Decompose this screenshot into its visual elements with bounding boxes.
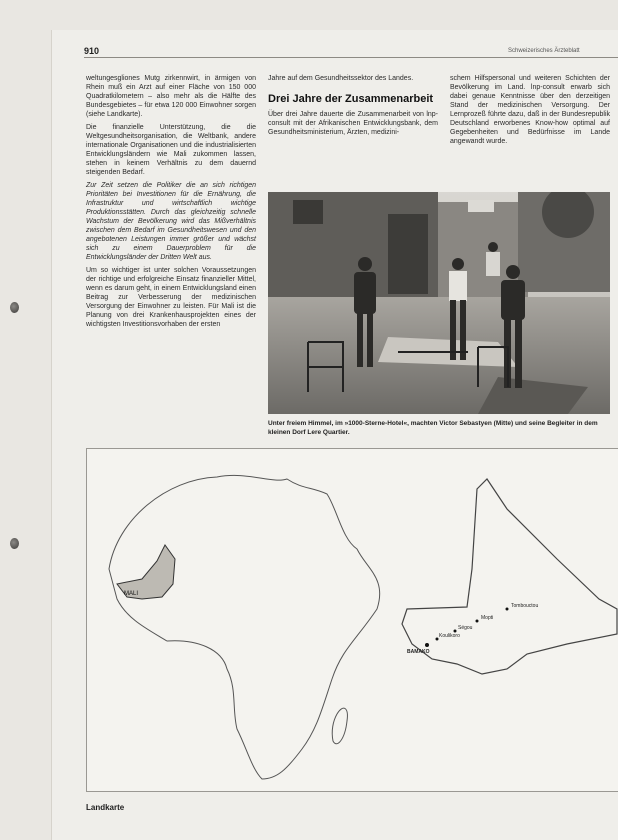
mali-large-outline xyxy=(402,479,617,674)
paragraph: Jahre auf dem Gesundheitssektor des Landes. xyxy=(268,75,414,82)
village-photo xyxy=(268,192,610,414)
city-label: Tombouctou xyxy=(511,603,539,609)
photo-caption: Unter freiem Himmel, im »1000-Sterne-Hotel«, machten Victor Sebastyen (Mitte) und seine Begleiter in dem kleinen Dorf Lere Quartier. xyxy=(268,420,598,436)
binder-hole xyxy=(10,302,19,313)
header-rule xyxy=(84,57,618,58)
city-label: Koulikoro xyxy=(439,633,460,639)
paragraph: Über drei Jahre dauerte die Zusammenarbeit von lnp-consult mit der Afrikanischen Entwicklungsbank, dem Gesundheitsministerium, Ärzten, medizini- xyxy=(268,111,438,136)
africa-outline xyxy=(109,475,380,779)
mali-small-label: MALI xyxy=(124,591,139,597)
text-column-1 xyxy=(86,74,256,333)
city-label: Mopti xyxy=(481,615,494,621)
photo-image xyxy=(268,192,610,414)
africa-mali-map xyxy=(87,449,618,793)
city-label: BAMAKO xyxy=(407,649,430,655)
madagascar-outline xyxy=(332,708,347,744)
running-header: Schweizerisches Ärzteblatt xyxy=(508,48,580,54)
map-caption: Landkarte xyxy=(86,803,125,812)
paragraph: schem Hilfspersonal und weiteren Schichten der Bevölkerung im Land. lnp-consult erwarb sich dabei genaue Kenntnisse über den derzeitigen Stand der medizinischen Versorgung. Der Lernprozeß führte dazu, daß in der Bundesrepublik Deutschland erworbenes Know-how optimal auf Gegebenheiten und Bedürfnisse im Lande angewandt wurde. xyxy=(450,75,610,145)
binder-hole xyxy=(10,538,19,549)
section-heading: Drei Jahre der Zusammenarbeit xyxy=(268,93,434,105)
paragraph: weltungesgliones Mutg zirkennwirt, in ärmigen von Rhein muß ein Arzt auf einer Fläche von 150 000 Quadratkilometern – also mehr als die Hälfte des Bundesgebietes – für etwa 120 000 Einwohner sorgen (siehe Landkarte). xyxy=(86,75,256,118)
text-column-3 xyxy=(450,74,610,150)
map-figure xyxy=(86,448,618,792)
city-marker-bamako xyxy=(425,643,429,647)
paragraph: Die finanzielle Unterstützung, die die Weltgesundheitsorganisation, die Weltbank, andere internationale Organisationen und die industrialisierten Entwicklungsländern wie Mali zukommen lassen, stehen in keinem Verhältnis zu dem dauernd steigenden Bedarf. xyxy=(86,124,256,176)
paragraph: Zur Zeit setzen die Politiker die an sich richtigen Prioritäten bei Investitionen für die Ernährung, die Infrastruktur und wirtschaftlich wichtige Produktionsstätten. Durch das gleichzeitig schnelle Wachstum der Bevölkerung wird das Mißverhältnis zwischen dem Bedarf im Gesundheitswesen und den angebotenen Leistungen immer größer und wächst sich zu einem Dauerproblem für die Entwicklungsländer der Dritten Welt aus. xyxy=(86,182,256,261)
city-marker-tombouctou xyxy=(506,608,509,611)
city-marker-mopti xyxy=(476,620,479,623)
paragraph: Um so wichtiger ist unter solchen Voraussetzungen der richtige und erfolgreiche Einsatz finanzieller Mittel, wenn es darum geht, in einem Entwicklungsland einen Beitrag zur Verbesserung der medizinischen Versorgung der Einwohner zu leisten. Für Mali ist die Planung von drei Krankenhausprojekten eines der wichtigsten Investitionsvorhaben der ersten xyxy=(86,267,256,328)
page-number: 910 xyxy=(84,46,100,56)
city-label: Ségou xyxy=(458,625,473,631)
text-column-2 xyxy=(268,74,438,141)
